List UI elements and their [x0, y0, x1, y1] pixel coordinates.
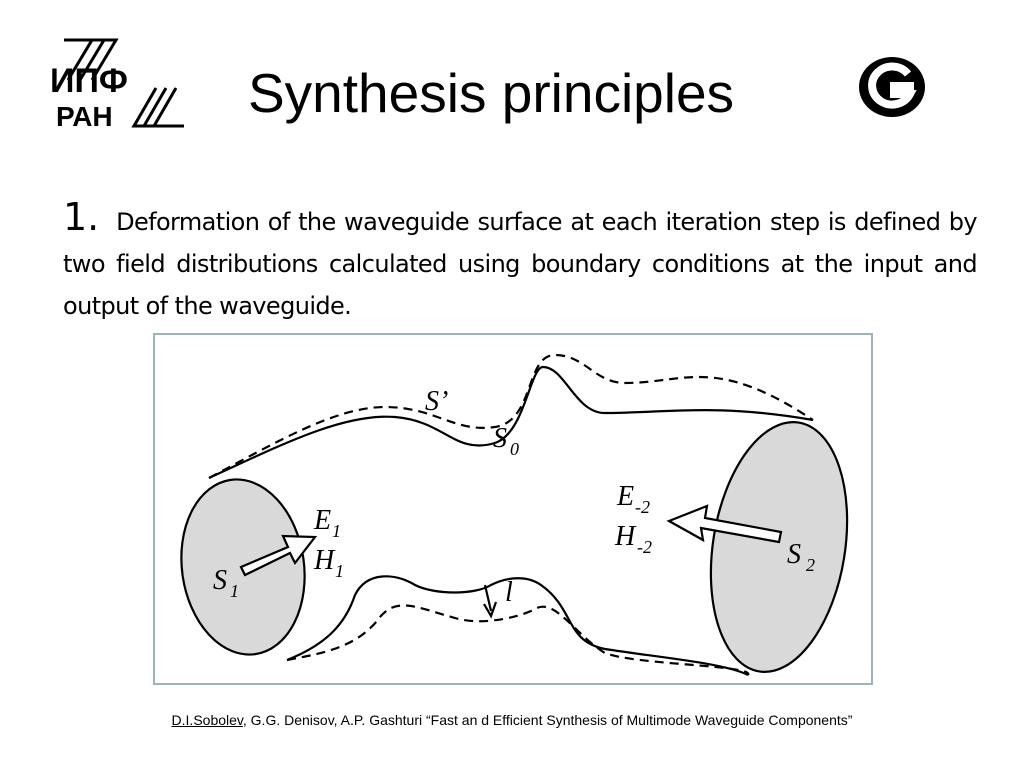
reference-author-link[interactable]: D.I.Sobolev	[171, 712, 243, 728]
label-h-minus2-sub: -2	[637, 537, 652, 557]
label-h1-base: H	[314, 545, 335, 576]
label-s0-base: S	[493, 423, 507, 454]
logo-text-top: ИПФ	[50, 62, 128, 100]
label-e-minus2-sub: -2	[635, 497, 650, 517]
original-surface-top	[209, 367, 813, 478]
label-e-minus2-base: E	[617, 481, 635, 512]
page-title: Synthesis principles	[248, 62, 735, 124]
label-e1-sub: 1	[332, 521, 341, 541]
principle-description: Deformation of the waveguide surface at each iteration step is defined by two field distributions calculated using boundary conditions at the input and output of the waveguide.	[63, 208, 977, 320]
logo-text-bottom: РАН	[56, 101, 113, 130]
label-h1-sub: 1	[335, 561, 344, 581]
deformed-surface-bottom	[287, 605, 748, 675]
waveguide-figure	[153, 333, 873, 685]
label-s1-base: S	[213, 565, 227, 596]
label-s2-base: S	[787, 539, 801, 570]
gycom-g-logo	[856, 54, 928, 120]
original-surface-bottom	[287, 576, 748, 675]
principle-number: 1.	[63, 195, 100, 239]
label-s2-sub: 2	[806, 555, 815, 575]
reference-citation	[0, 712, 1024, 728]
principle-text	[63, 196, 977, 327]
label-e1-base: E	[314, 505, 332, 536]
label-s0-sub: 0	[510, 439, 519, 459]
ipf-ran-logo	[46, 36, 188, 130]
label-s-prime: S’	[425, 386, 449, 417]
label-l: l	[505, 577, 513, 608]
label-s1-sub: 1	[230, 581, 239, 601]
deformed-surface-top	[209, 355, 813, 478]
label-h-minus2-base: H	[615, 521, 636, 552]
output-end-face	[694, 412, 864, 682]
reference-rest: , G.G. Denisov, A.P. Gashturi “Fast an d Efficient Synthesis of Multimode Waveguide Components”	[242, 712, 853, 728]
